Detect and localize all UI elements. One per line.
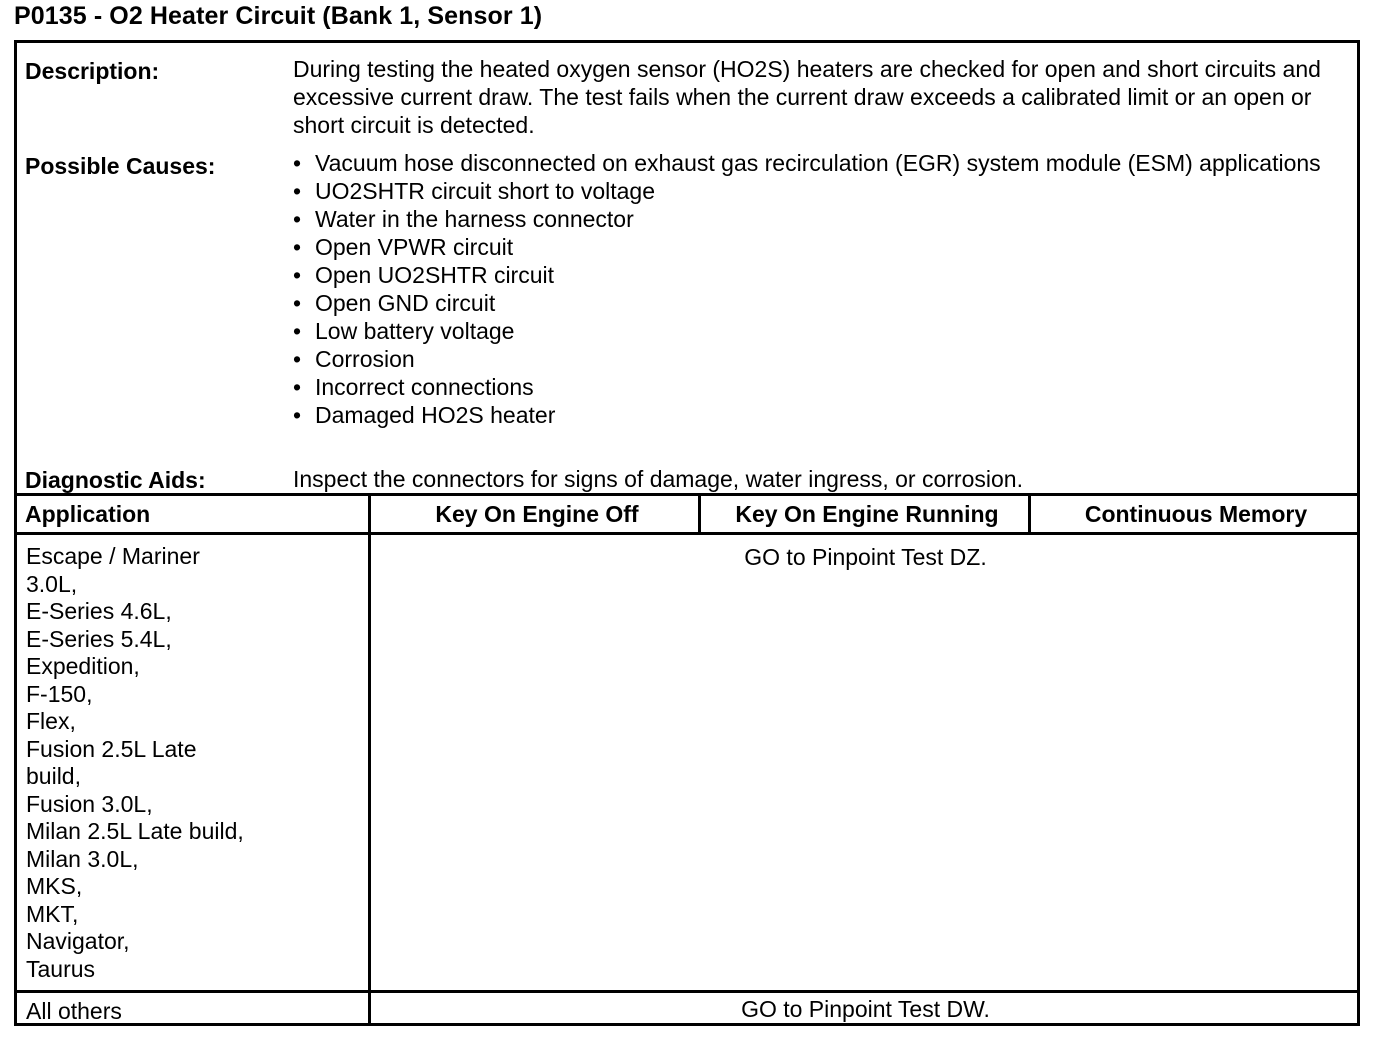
application-grid	[17, 496, 1357, 1026]
bullet-icon: •	[293, 346, 302, 372]
bullet-icon: •	[293, 402, 302, 428]
dtc-table	[14, 40, 1360, 1026]
list-item: Fusion 2.5L Late	[26, 735, 197, 762]
list-item: • Incorrect connections	[293, 374, 534, 400]
list-item: • Corrosion	[293, 346, 415, 372]
bullet-icon: •	[293, 290, 302, 316]
list-item: 3.0L,	[26, 570, 78, 597]
column-header-key-on-engine-off: Key On Engine Off	[435, 501, 639, 527]
list-item: Milan 2.5L Late build,	[26, 818, 244, 844]
action-pinpoint-test-dw: GO to Pinpoint Test DW.	[741, 996, 990, 1022]
list-item: MKT,	[26, 900, 79, 927]
bullet-icon: •	[293, 234, 302, 260]
page-title: P0135 - O2 Heater Circuit (Bank 1, Sensor 1)	[14, 2, 543, 30]
column-divider	[368, 496, 371, 1026]
list-item: • UO2SHTR circuit short to voltage	[293, 178, 656, 204]
column-divider	[1028, 496, 1031, 533]
column-header-application: Application	[25, 501, 151, 527]
description-label: Description:	[25, 58, 160, 84]
description-text: During testing the heated oxygen sensor (HO2S) heaters are checked for open and short circuits and excessive current draw. The test fails when the current draw exceeds a calibrated limit or an open or short circuit is detected.	[293, 56, 1321, 138]
diagnostic-aids-text: Inspect the connectors for signs of damage, water ingress, or corrosion.	[293, 466, 1023, 492]
list-item: E-Series 4.6L,	[26, 598, 172, 624]
list-item: • Open VPWR circuit	[293, 234, 514, 260]
column-header-key-on-engine-running: Key On Engine Running	[735, 501, 999, 527]
list-item: • Open GND circuit	[293, 290, 496, 316]
possible-causes-label: Possible Causes:	[25, 153, 216, 179]
list-item: • Low battery voltage	[293, 318, 515, 344]
list-item: • Vacuum hose disconnected on exhaust gas recirculation (EGR) system module (ESM) applications	[293, 150, 1321, 176]
list-item: Escape / Mariner	[26, 543, 200, 569]
list-item: • Damaged HO2S heater	[293, 402, 556, 428]
dtc-info-section	[17, 43, 1357, 496]
bullet-icon: •	[293, 150, 302, 176]
row-divider	[17, 532, 1357, 535]
bullet-icon: •	[293, 262, 302, 288]
column-divider	[698, 496, 701, 533]
list-item: Taurus	[26, 955, 96, 982]
list-item: build,	[26, 763, 81, 789]
application-list	[26, 543, 244, 983]
application-all-others: All others	[26, 998, 122, 1024]
bullet-icon: •	[293, 178, 302, 204]
row-divider	[17, 990, 1357, 993]
list-item: Expedition,	[26, 653, 140, 679]
list-item: MKS,	[26, 873, 83, 899]
bullet-icon: •	[293, 318, 302, 344]
diagnostic-aids-label: Diagnostic Aids:	[25, 467, 206, 493]
bullet-icon: •	[293, 206, 302, 232]
list-item: Flex,	[26, 708, 76, 734]
list-item: Fusion 3.0L,	[26, 790, 153, 817]
column-header-continuous-memory: Continuous Memory	[1084, 501, 1308, 527]
action-pinpoint-test-dz: GO to Pinpoint Test DZ.	[744, 544, 987, 570]
possible-causes-list	[293, 149, 1343, 429]
list-item: • Open UO2SHTR circuit	[293, 262, 555, 288]
list-item: E-Series 5.4L,	[26, 625, 172, 652]
list-item: • Water in the harness connector	[293, 206, 634, 232]
list-item: F-150,	[26, 680, 93, 707]
list-item: Milan 3.0L,	[26, 845, 139, 872]
list-item: Navigator,	[26, 928, 130, 954]
bullet-icon: •	[293, 374, 302, 400]
